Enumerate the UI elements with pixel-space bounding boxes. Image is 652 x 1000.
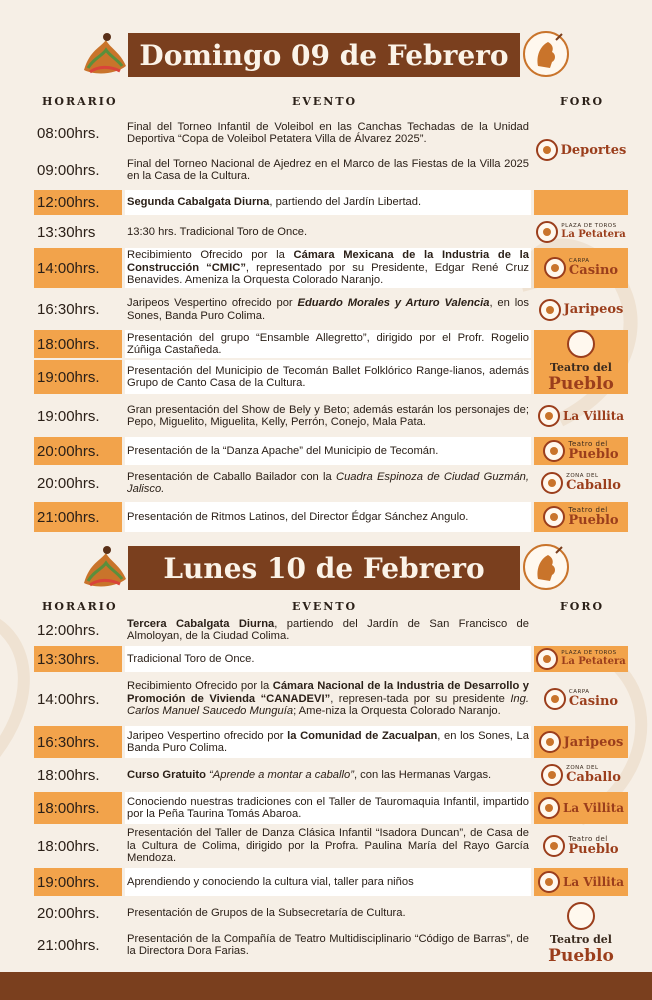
event-description: Jaripeo Vespertino ofrecido por la Comunidad de Zacualpan, en los Sones, La Banda Puro Colima. xyxy=(125,726,531,758)
event-description: Presentación de Grupos de la Subsecretaría de Cultura. xyxy=(127,906,406,919)
event-description: Final del Torneo Infantil de Voleibol en las Canchas Techadas de la Unidad Deportiva “Copa de Voleibol Petatera Villa de Álvarez 2025”. xyxy=(127,120,529,145)
venue-name: La Villita xyxy=(562,409,625,423)
venue-casino xyxy=(534,674,628,724)
deportes-icon xyxy=(536,139,558,161)
venue-name: La Villita xyxy=(562,801,625,815)
event-description: Recibimiento Ofrecido por la Cámara Nacional de la Industria de Desarrollo y Promoción de Vivienda “CANADEVI”, represen-tada por su presidente Ing. Carlos Manuel Saucedo Munguía; Ame-niza la Orquesta Colorado Naranjo. xyxy=(127,680,529,718)
venue-teatro xyxy=(534,900,628,968)
venue-teatro xyxy=(534,826,628,866)
folk-dancer-icon xyxy=(80,543,128,591)
venue-subtitle: CARPA xyxy=(568,257,590,264)
venue-name: Deportes xyxy=(560,142,627,158)
venue-name: La Petatera xyxy=(561,228,626,240)
venue-teatro xyxy=(534,330,628,394)
bull-icon xyxy=(536,221,558,243)
venue-name: Jaripeos xyxy=(563,734,624,750)
rodeo-icon xyxy=(539,731,561,753)
table-row xyxy=(34,437,630,465)
bull-icon xyxy=(536,648,558,670)
venue-name: Caballo xyxy=(566,770,621,786)
event-time: 18:00hrs. xyxy=(34,792,122,824)
venue-deportes xyxy=(534,120,628,180)
event-description: Presentación del Municipio de Tecomán Ballet Folklórico Range-lianos, además Grupo de Canto Casa de la Cultura. xyxy=(125,360,531,394)
table-row xyxy=(34,674,630,724)
table-row xyxy=(34,760,630,790)
table-row xyxy=(34,397,630,435)
casino-icon xyxy=(544,257,566,279)
theater-icon xyxy=(567,902,595,930)
event-description: 13:30 hrs. Tradicional Toro de Once. xyxy=(127,225,308,238)
event-time: 12:00hrs. xyxy=(37,621,100,639)
column-header-evento: EVENTO xyxy=(292,95,358,108)
event-description: Presentación de Ritmos Latinos, del Director Édgar Sánchez Angulo. xyxy=(125,502,531,532)
venue-name: Pueblo xyxy=(548,946,614,966)
venue-name: La Villita xyxy=(562,875,625,889)
event-time: 12:00hrs. xyxy=(34,190,122,215)
event-time: 19:00hrs. xyxy=(37,407,100,425)
event-description: Tradicional Toro de Once. xyxy=(125,646,531,672)
event-time: 09:00hrs. xyxy=(37,161,100,179)
venue-subtitle: Teatro del xyxy=(568,835,608,843)
villita-icon xyxy=(538,797,560,819)
venue-teatro xyxy=(534,437,628,465)
event-description: Presentación de Caballo Bailador con la Cuadra Espinoza de Ciudad Guzmán, Jalisco. xyxy=(127,470,530,495)
venue-subtitle: ZONA DEL xyxy=(566,472,599,479)
venue-name: Pueblo xyxy=(568,513,619,528)
event-time: 14:00hrs. xyxy=(34,248,122,288)
venue-villita xyxy=(534,397,628,435)
venue-subtitle: Teatro del xyxy=(550,361,612,374)
venue-casino xyxy=(534,248,628,288)
table-row xyxy=(34,726,630,758)
venue-villita xyxy=(534,792,628,824)
horse-badge-icon xyxy=(522,30,570,78)
event-time: 20:00hrs. xyxy=(37,474,100,492)
venue-name: Jaripeos xyxy=(563,302,624,317)
theater-icon xyxy=(543,440,565,462)
venue-empty xyxy=(534,190,628,215)
event-description: Final del Torneo Nacional de Ajedrez en el Marco de las Fiestas de la Villa 2025 en la Casa de la Cultura. xyxy=(127,157,529,182)
venue-teatro xyxy=(534,502,628,532)
event-time: 21:00hrs. xyxy=(34,502,122,532)
event-description: Presentación de la “Danza Apache” del Municipio de Tecomán. xyxy=(125,437,531,465)
venue-subtitle: Teatro del xyxy=(568,440,608,448)
table-row xyxy=(34,190,630,215)
event-description: Tercera Cabalgata Diurna, partiendo del Jardín de San Francisco de Almoloyan, de la Ciudad Colima. xyxy=(127,617,529,642)
venue-name: Casino xyxy=(568,694,619,710)
venue-name: La Petatera xyxy=(561,655,626,667)
table-row xyxy=(34,646,630,672)
table-row xyxy=(34,466,630,500)
theater-icon xyxy=(567,330,595,358)
event-description: Presentación del grupo “Ensamble Allegretto”, dirigido por el Profr. Rogelio Zúñiga Castañeda. xyxy=(127,331,529,356)
event-description: Gran presentación del Show de Bely y Beto; además estarán los personajes de; Pepo, Miguelito, Miguelita, Kelly, Perrón, Conejo, Mala Pata. xyxy=(127,403,529,428)
venue-petatera xyxy=(534,218,628,246)
event-time: 19:00hrs. xyxy=(34,360,122,394)
venue-name: Pueblo xyxy=(568,447,619,462)
table-row xyxy=(34,792,630,824)
table-row xyxy=(34,826,630,866)
event-description: Conociendo nuestras tradiciones con el Taller de Tauromaquia Infantil, impartido por la Peña Taurina Tomás Abaroa. xyxy=(125,792,531,824)
venue-name: Caballo xyxy=(566,478,621,494)
event-description: Presentación del Taller de Danza Clásica Infantil “Isadora Duncan”, de Casa de la Cultura de Colima, dirigido por la Profra. Paulina María del Rayo García Mendoza. xyxy=(127,827,529,865)
venue-name: Casino xyxy=(568,263,619,279)
event-description: Aprendiendo y conociendo la cultura vial, taller para niños xyxy=(125,868,531,896)
table-row xyxy=(34,502,630,532)
horse-badge-icon xyxy=(522,543,570,591)
event-time: 21:00hrs. xyxy=(37,936,100,954)
venue-name: Pueblo xyxy=(548,374,614,394)
venue-subtitle: PLAZA DE TOROS xyxy=(561,650,617,657)
venue-subtitle: Teatro del xyxy=(568,506,608,514)
column-header-horario: HORARIO xyxy=(42,600,118,613)
column-header-foro: FORO xyxy=(560,95,605,108)
column-header-evento: EVENTO xyxy=(292,600,358,613)
venue-subtitle: Teatro del xyxy=(550,933,612,946)
event-description: Jaripeos Vespertino ofrecido por Eduardo Morales y Arturo Valencia, en los Sones, Banda Puro Colima. xyxy=(127,297,529,322)
villita-icon xyxy=(538,405,560,427)
folk-dancer-icon xyxy=(80,30,128,78)
horse-icon xyxy=(541,472,563,494)
event-description: Recibimiento Ofrecido por la Cámara Mexicana de la Industria de la Construcción “CMIC”, representado por su Presidente, Edgar René Cruz Benavides. Ameniza la Orquesta Colorado Naranjo. xyxy=(127,249,530,287)
event-description: Presentación de la Compañía de Teatro Multidisciplinario “Código de Barras”, de la Directora Dora Farias. xyxy=(127,932,529,957)
venue-caballo xyxy=(534,466,628,500)
table-row xyxy=(34,218,630,246)
venue-petatera xyxy=(534,646,628,672)
venue-jaripeos xyxy=(534,726,628,758)
event-time: 18:00hrs. xyxy=(34,330,122,358)
villita-icon xyxy=(538,871,560,893)
event-description: Segunda Cabalgata Diurna, partiendo del Jardín Libertad. xyxy=(125,190,531,215)
event-time: 20:00hrs. xyxy=(37,904,100,922)
theater-icon xyxy=(543,506,565,528)
day1-title: Domingo 09 de Febrero xyxy=(128,33,520,77)
day2-title: Lunes 10 de Febrero xyxy=(128,546,520,590)
venue-jaripeos xyxy=(534,291,628,328)
table-row xyxy=(34,248,630,288)
event-time: 19:00hrs. xyxy=(34,868,122,896)
table-row xyxy=(34,616,630,644)
venue-caballo xyxy=(534,760,628,790)
venue-subtitle: ZONA DEL xyxy=(566,764,599,771)
column-header-horario: HORARIO xyxy=(42,95,118,108)
horse-icon xyxy=(541,764,563,786)
event-time: 13:30hrs xyxy=(37,223,96,241)
event-time: 20:00hrs. xyxy=(34,437,122,465)
event-time: 13:30hrs. xyxy=(34,646,122,672)
casino-icon xyxy=(544,688,566,710)
theater-icon xyxy=(543,835,565,857)
venue-subtitle: PLAZA DE TOROS xyxy=(561,223,617,230)
venue-name: Pueblo xyxy=(568,842,619,857)
venue-subtitle: CARPA xyxy=(568,688,590,695)
event-time: 16:30hrs. xyxy=(37,301,100,318)
table-row xyxy=(34,868,630,896)
column-header-foro: FORO xyxy=(560,600,605,613)
footer-bar xyxy=(0,972,652,1000)
event-time: 18:00hrs. xyxy=(37,837,100,855)
rodeo-icon xyxy=(539,299,561,321)
table-row xyxy=(34,291,630,328)
venue-villita xyxy=(534,868,628,896)
event-time: 16:30hrs. xyxy=(34,726,122,758)
event-time: 18:00hrs. xyxy=(37,766,100,784)
event-time: 14:00hrs. xyxy=(37,690,100,708)
event-time: 08:00hrs. xyxy=(37,124,100,142)
event-description: Curso Gratuito “Aprende a montar a caballo”, con las Hermanas Vargas. xyxy=(127,768,492,781)
